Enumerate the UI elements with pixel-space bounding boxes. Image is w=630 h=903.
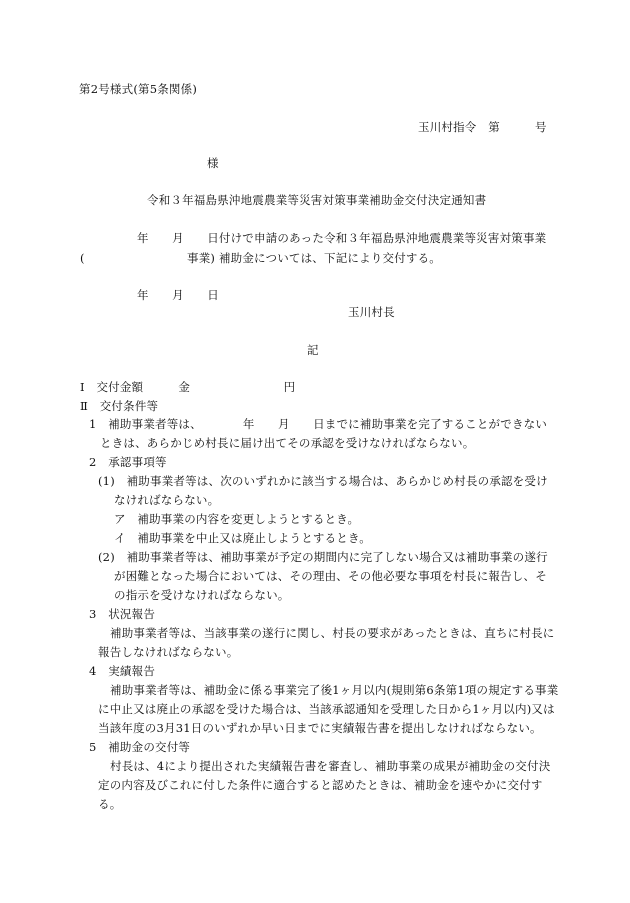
condition-line: 5 補助金の交付等 bbox=[89, 740, 191, 754]
condition-line: (1) 補助事業者等は、次のいずれかに該当する場合は、あらかじめ村長の承認を受け bbox=[98, 474, 548, 488]
document-title: 令和３年福島県沖地震農業等災害対策事業補助金交付決定通知書 bbox=[147, 193, 487, 207]
condition-line: の指示を受けなければならない。 bbox=[114, 588, 290, 602]
issuer-number: 玉川村指令 第 号 bbox=[418, 120, 547, 134]
condition-line: ときは、あらかじめ村長に届け出てその承認を受けなければならない。 bbox=[100, 436, 475, 450]
condition-line: なければならない。 bbox=[114, 493, 220, 507]
date-line: 年 月 日 bbox=[137, 288, 219, 302]
condition-line: 3 状況報告 bbox=[89, 607, 156, 621]
condition-line: (2) 補助事業者等は、補助事業が予定の期間内に完了しない場合又は補助事業の遂行 bbox=[98, 550, 548, 564]
condition-line: る。 bbox=[98, 797, 122, 811]
condition-line: 1 補助事業者等は、 年 月 日までに補助事業を完了することができない bbox=[89, 417, 548, 431]
body-line-2: 事業) 補助金については、下記により交付する。 bbox=[187, 251, 442, 265]
condition-line: に中止又は廃止の承認を受けた場合は、当該承認通知を受理した日から1ヶ月以内)又は bbox=[98, 702, 555, 716]
body-line-2-open: ( bbox=[80, 251, 85, 265]
section-1: Ⅰ 交付金額 金 円 bbox=[80, 380, 296, 394]
condition-line: イ 補助事業を中止又は廃止しようとするとき。 bbox=[114, 531, 371, 545]
section-2: Ⅱ 交付条件等 bbox=[80, 399, 159, 413]
condition-line: 2 承認事項等 bbox=[89, 455, 167, 469]
body-line-1: 年 月 日付けで申請のあった令和３年福島県沖地震農業等災害対策事業 bbox=[137, 231, 547, 245]
ki-heading: 記 bbox=[307, 343, 319, 357]
condition-line: 4 実績報告 bbox=[89, 664, 156, 678]
addressee: 様 bbox=[207, 156, 219, 170]
issuer-name: 玉川村長 bbox=[348, 305, 395, 319]
condition-line: 村長は、4により提出された実績報告書を審査し、補助事業の成果が補助金の交付決 bbox=[110, 759, 551, 773]
condition-line: 報告しなければならない。 bbox=[98, 645, 239, 659]
condition-line: 定の内容及びこれに付した条件に適合すると認めたときは、補助金を速やかに交付す bbox=[98, 778, 543, 792]
form-label: 第2号様式(第5条関係) bbox=[79, 82, 198, 96]
condition-line: 補助事業者等は、当該事業の遂行に関し、村長の要求があったときは、直ちに村長に bbox=[110, 626, 555, 640]
condition-line: 当該年度の3月31日のいずれか早い日までに実績報告書を提出しなければならない。 bbox=[98, 721, 542, 735]
condition-line: が困難となった場合においては、その理由、その他必要な事項を村長に報告し、そ bbox=[114, 569, 547, 583]
condition-line: 補助事業者等は、補助金に係る事業完了後1ヶ月以内(規則第6条第1項の規定する事業 bbox=[110, 683, 559, 697]
condition-line: ア 補助事業の内容を変更しようとするとき。 bbox=[114, 512, 360, 526]
